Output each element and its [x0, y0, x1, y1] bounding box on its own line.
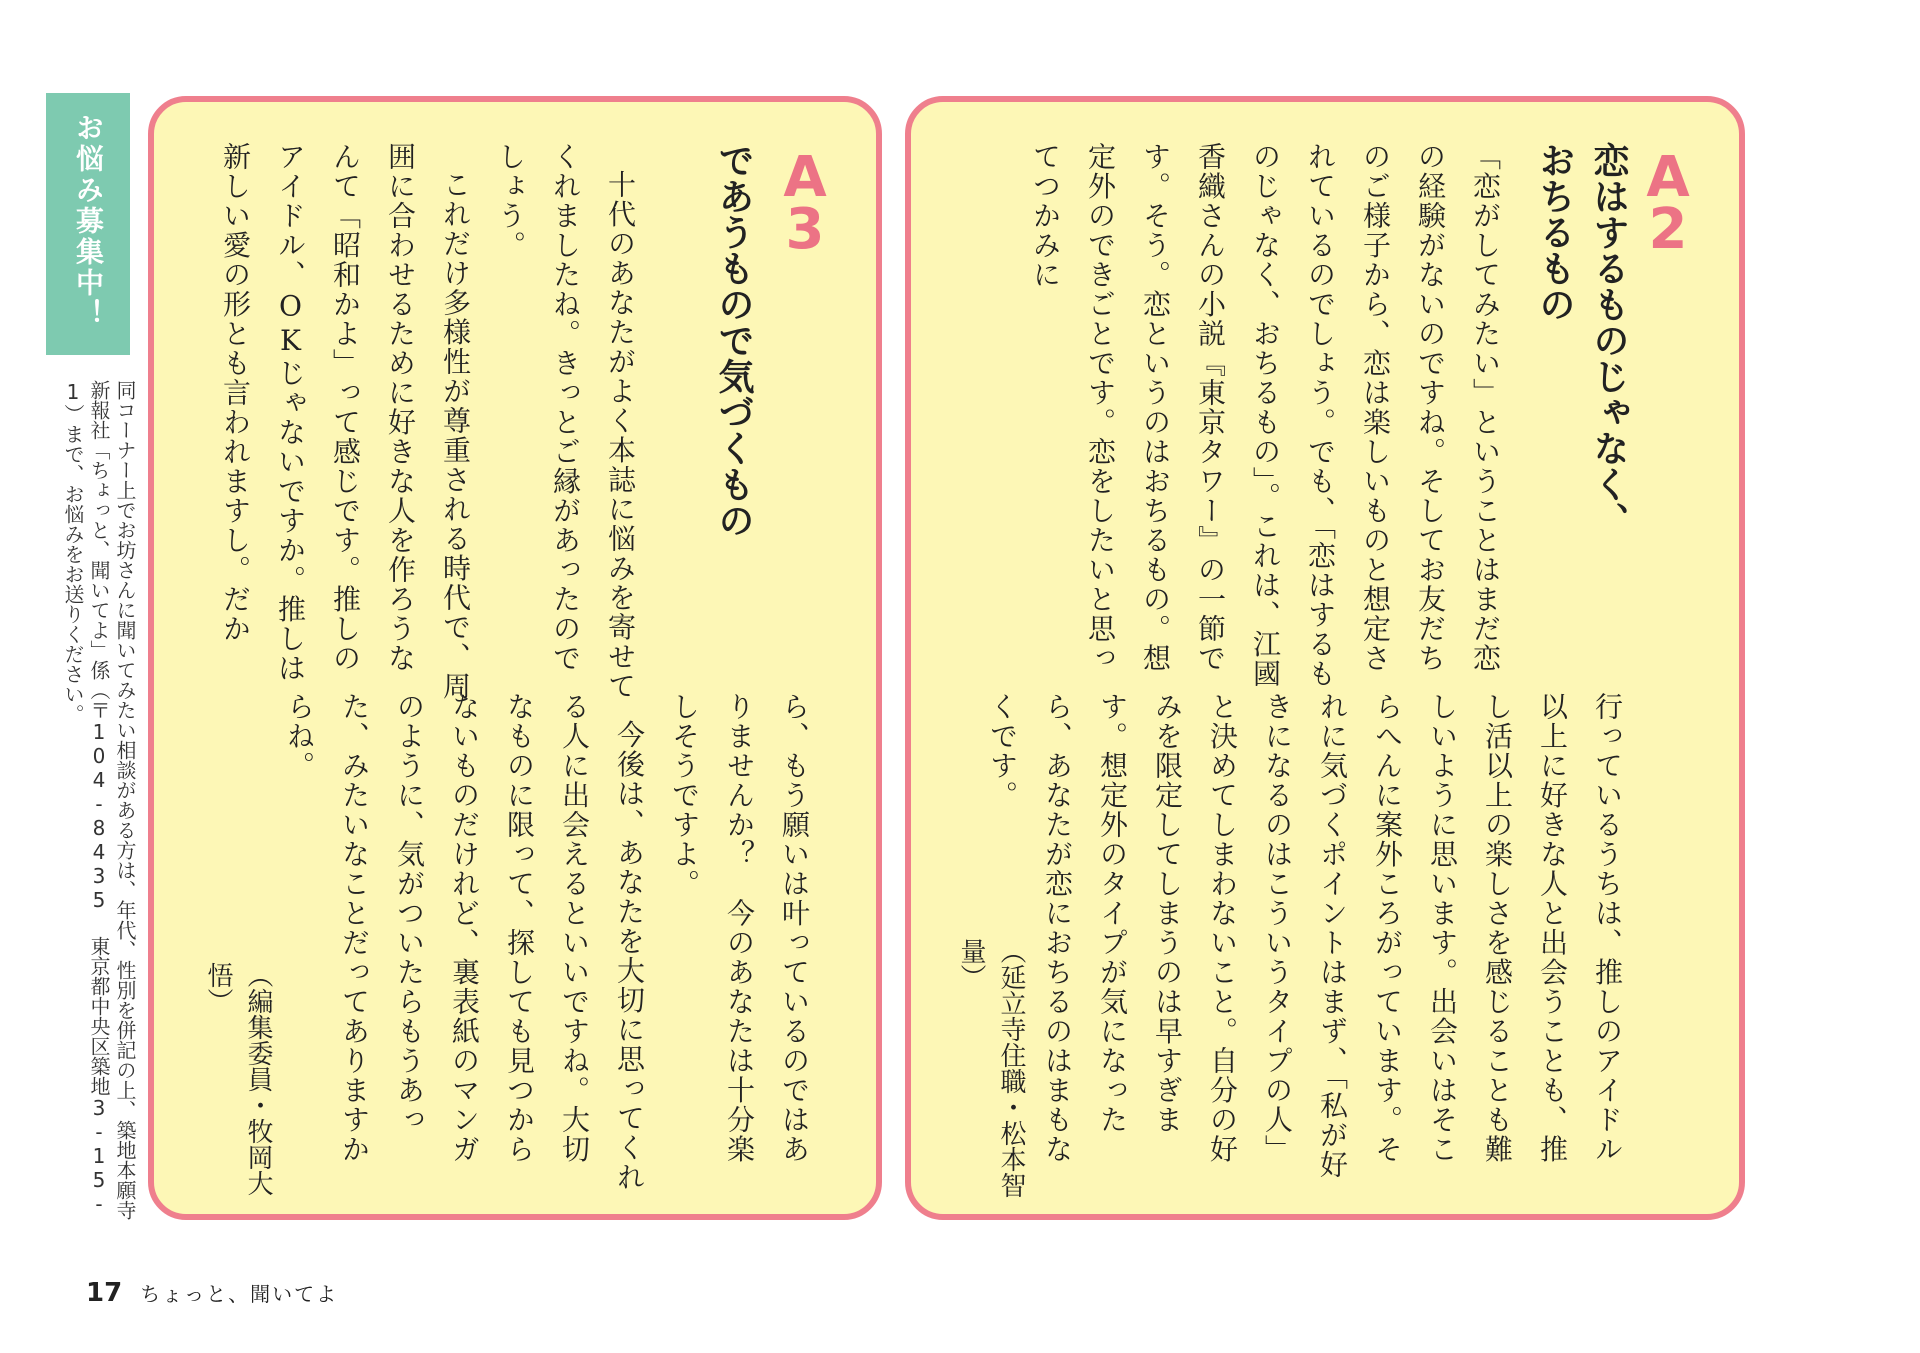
paragraph: 「恋がしてみたい」ということはまだ恋の経験がないのですね。そしてお友だちのご様子から、恋は楽しいものと想定されているのでしょう。でも、「恋はするものじゃなく、おちるもの」。これは、江國香織さんの小説『東京タワー』の一節です。そう。恋というのはおちるもの。想定外のできごとです。恋をしたいと思ってつかみに [1029, 142, 1502, 689]
headline-a2 [1527, 142, 1635, 702]
answer-tag-a3 [770, 145, 840, 262]
section-title: ちょっと、聞いてよ [140, 1282, 339, 1306]
recruit-tab [46, 93, 130, 355]
tag-number: 3 [785, 197, 825, 262]
answer-tag-a2 [1633, 145, 1703, 262]
body-bottom-a2 [975, 692, 1635, 1192]
paragraph: ら、もう願いは叶っているのではありませんか？ 今のあなたは十分楽しそうですよ。 [668, 692, 811, 1164]
paragraph: 行っているうちは、推しのアイドル以上に好きな人と出会うことも、推し活以上の楽しさを感じることも難しいように思います。出会いはそこらへんに案外ころがっています。それに気づくポイントはまず、「私が好きになるのはこういうタイプの人」と決めてしまわないこと。自分の好みを限定してしまうのは早すぎます。想定外のタイプが気になったら、あなたが恋におちるのはまもなくです。 [986, 692, 1624, 1180]
headline-a3: であうもので気づくもの [713, 142, 754, 538]
answer-panel-a3 [148, 96, 882, 1220]
answer-panel-a2 [905, 96, 1745, 1220]
headline-line: おちるもの [1534, 142, 1575, 322]
page-number: 17 [86, 1278, 123, 1308]
tag-number: 2 [1648, 197, 1688, 262]
submission-note: 同コーナー上でお坊さんに聞いてみたい相談がある方は、年代、性別を併記の上、築地本願寺新報社「ちょっと、聞いてよ」係（〒104-8435 東京都中央区築地3-15-1）まで、お悩みをお送りください。 [61, 380, 137, 1220]
page-footer [86, 1278, 338, 1308]
paragraph: 今後は、あなたを大切に思ってくれる人に出会えるといいですね。大切なものに限って、探しても見つからないものだけれど、裏表紙のマンガのように、気がついたらもうあった、みたいなことだってありますからね。 [283, 692, 646, 1192]
body-top-a2 [1018, 142, 1513, 702]
paragraph: これだけ多様性が尊重される時代で、周囲に合わせるために好きな人を作ろうなんて「昭和かよ」って感じです。推しのアイドル、OKじゃないですか。推しは新しい愛の形とも言われますし。だか [219, 142, 472, 701]
headline-line: 恋はするものじゃなく、 [1588, 142, 1629, 538]
signature-a2: （延立寺住職・松本智量） [956, 938, 1026, 1198]
signature-a3: （編集委員・牧岡大悟） [203, 962, 273, 1196]
tag-letter: A [783, 145, 827, 210]
body-bottom-a3 [272, 692, 822, 1192]
paragraph: 十代のあなたがよく本誌に悩みを寄せてくれましたね。きっとご縁があったのでしょう。 [494, 142, 637, 701]
body-top-a3 [208, 142, 648, 702]
tag-letter: A [1646, 145, 1690, 210]
recruit-tab-label: お悩み募集中！ [72, 113, 105, 330]
